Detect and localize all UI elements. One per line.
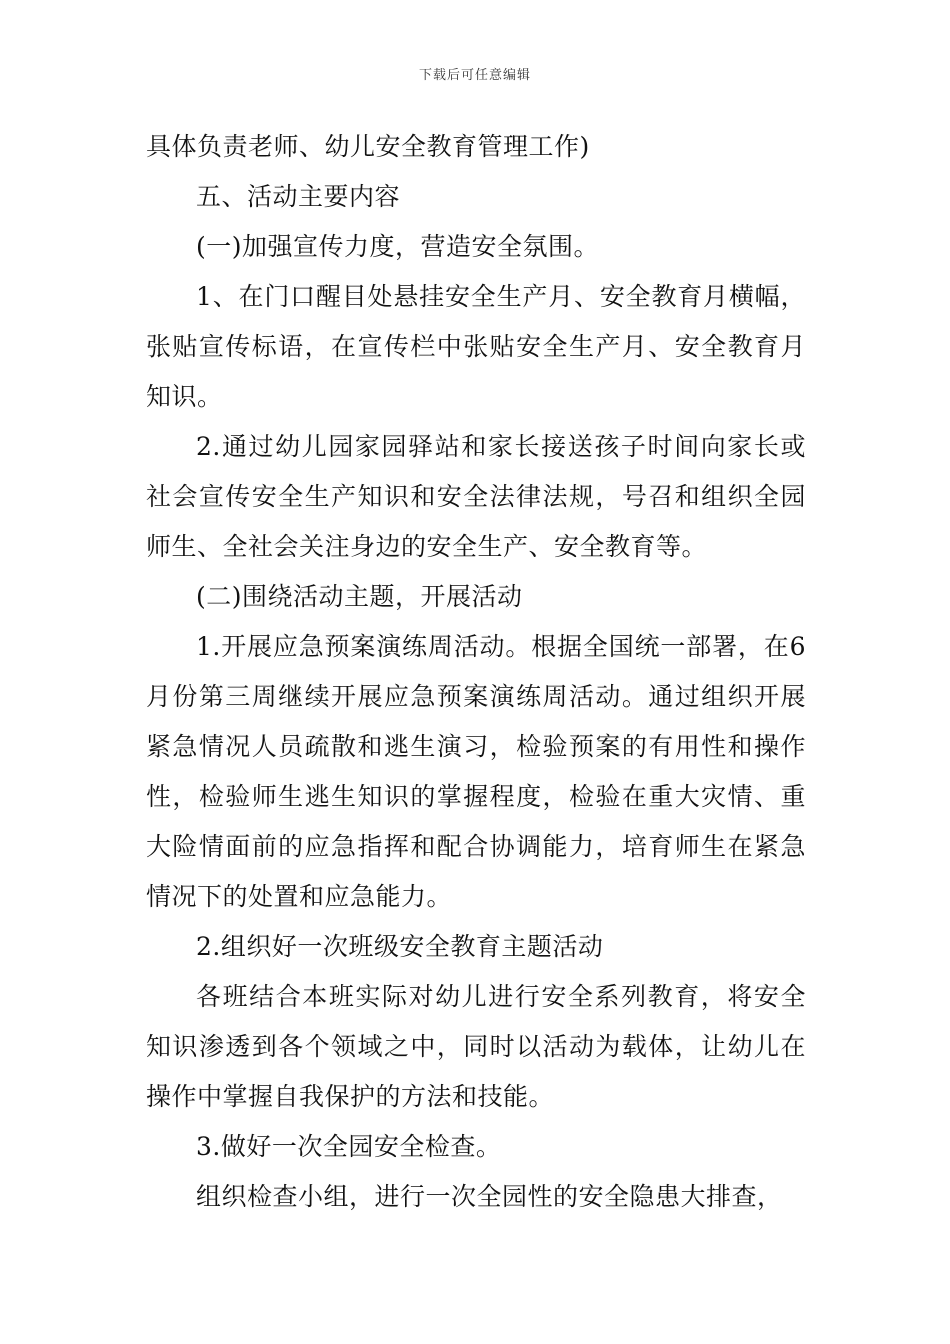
paragraph-inspection-team: 组织检查小组，进行一次全园性的安全隐患大排查， <box>196 1182 783 1211</box>
page-header-note: 下载后可任意编辑 <box>418 68 531 83</box>
paragraph-class-education: 各班结合本班实际对幼儿进行安全系列教育，将安全知识渗透到各个领域之中，同时以活动为载体，让幼儿在操作中掌握自我保护的方法和技能。 <box>146 982 806 1111</box>
document-body <box>146 122 806 1222</box>
section-heading-activity-content: 五、活动主要内容 <box>196 182 401 211</box>
item-class-theme-activity: 2.组织好一次班级安全教育主题活动 <box>196 932 604 961</box>
paragraph-continuation: 具体负责老师、幼儿安全教育管理工作) <box>146 132 590 161</box>
paragraph-parent-outreach: 2.通过幼儿园家园驿站和家长接送孩子时间向家长或社会宣传安全生产知识和安全法律法规，号召和组织全园师生、全社会关注身边的安全生产、安全教育等。 <box>146 432 806 561</box>
subheading-publicity: (一)加强宣传力度，营造安全氛围。 <box>196 232 600 261</box>
paragraph-emergency-drill: 1.开展应急预案演练周活动。根据全国统一部署，在6月份第三周继续开展应急预案演练周活动。通过组织开展紧急情况人员疏散和逃生演习，检验预案的有用性和操作性，检验师生逃生知识的掌握程度，检验在重大灾情、重大险情面前的应急指挥和配合协调能力，培育师生在紧急情况下的处置和应急能力。 <box>146 632 806 911</box>
subheading-theme-activities: (二)围绕活动主题，开展活动 <box>196 582 523 611</box>
item-safety-inspection: 3.做好一次全园安全检查。 <box>196 1132 502 1161</box>
paragraph-banners: 1、在门口醒目处悬挂安全生产月、安全教育月横幅，张贴宣传标语，在宣传栏中张贴安全生产月、安全教育月知识。 <box>146 282 806 411</box>
